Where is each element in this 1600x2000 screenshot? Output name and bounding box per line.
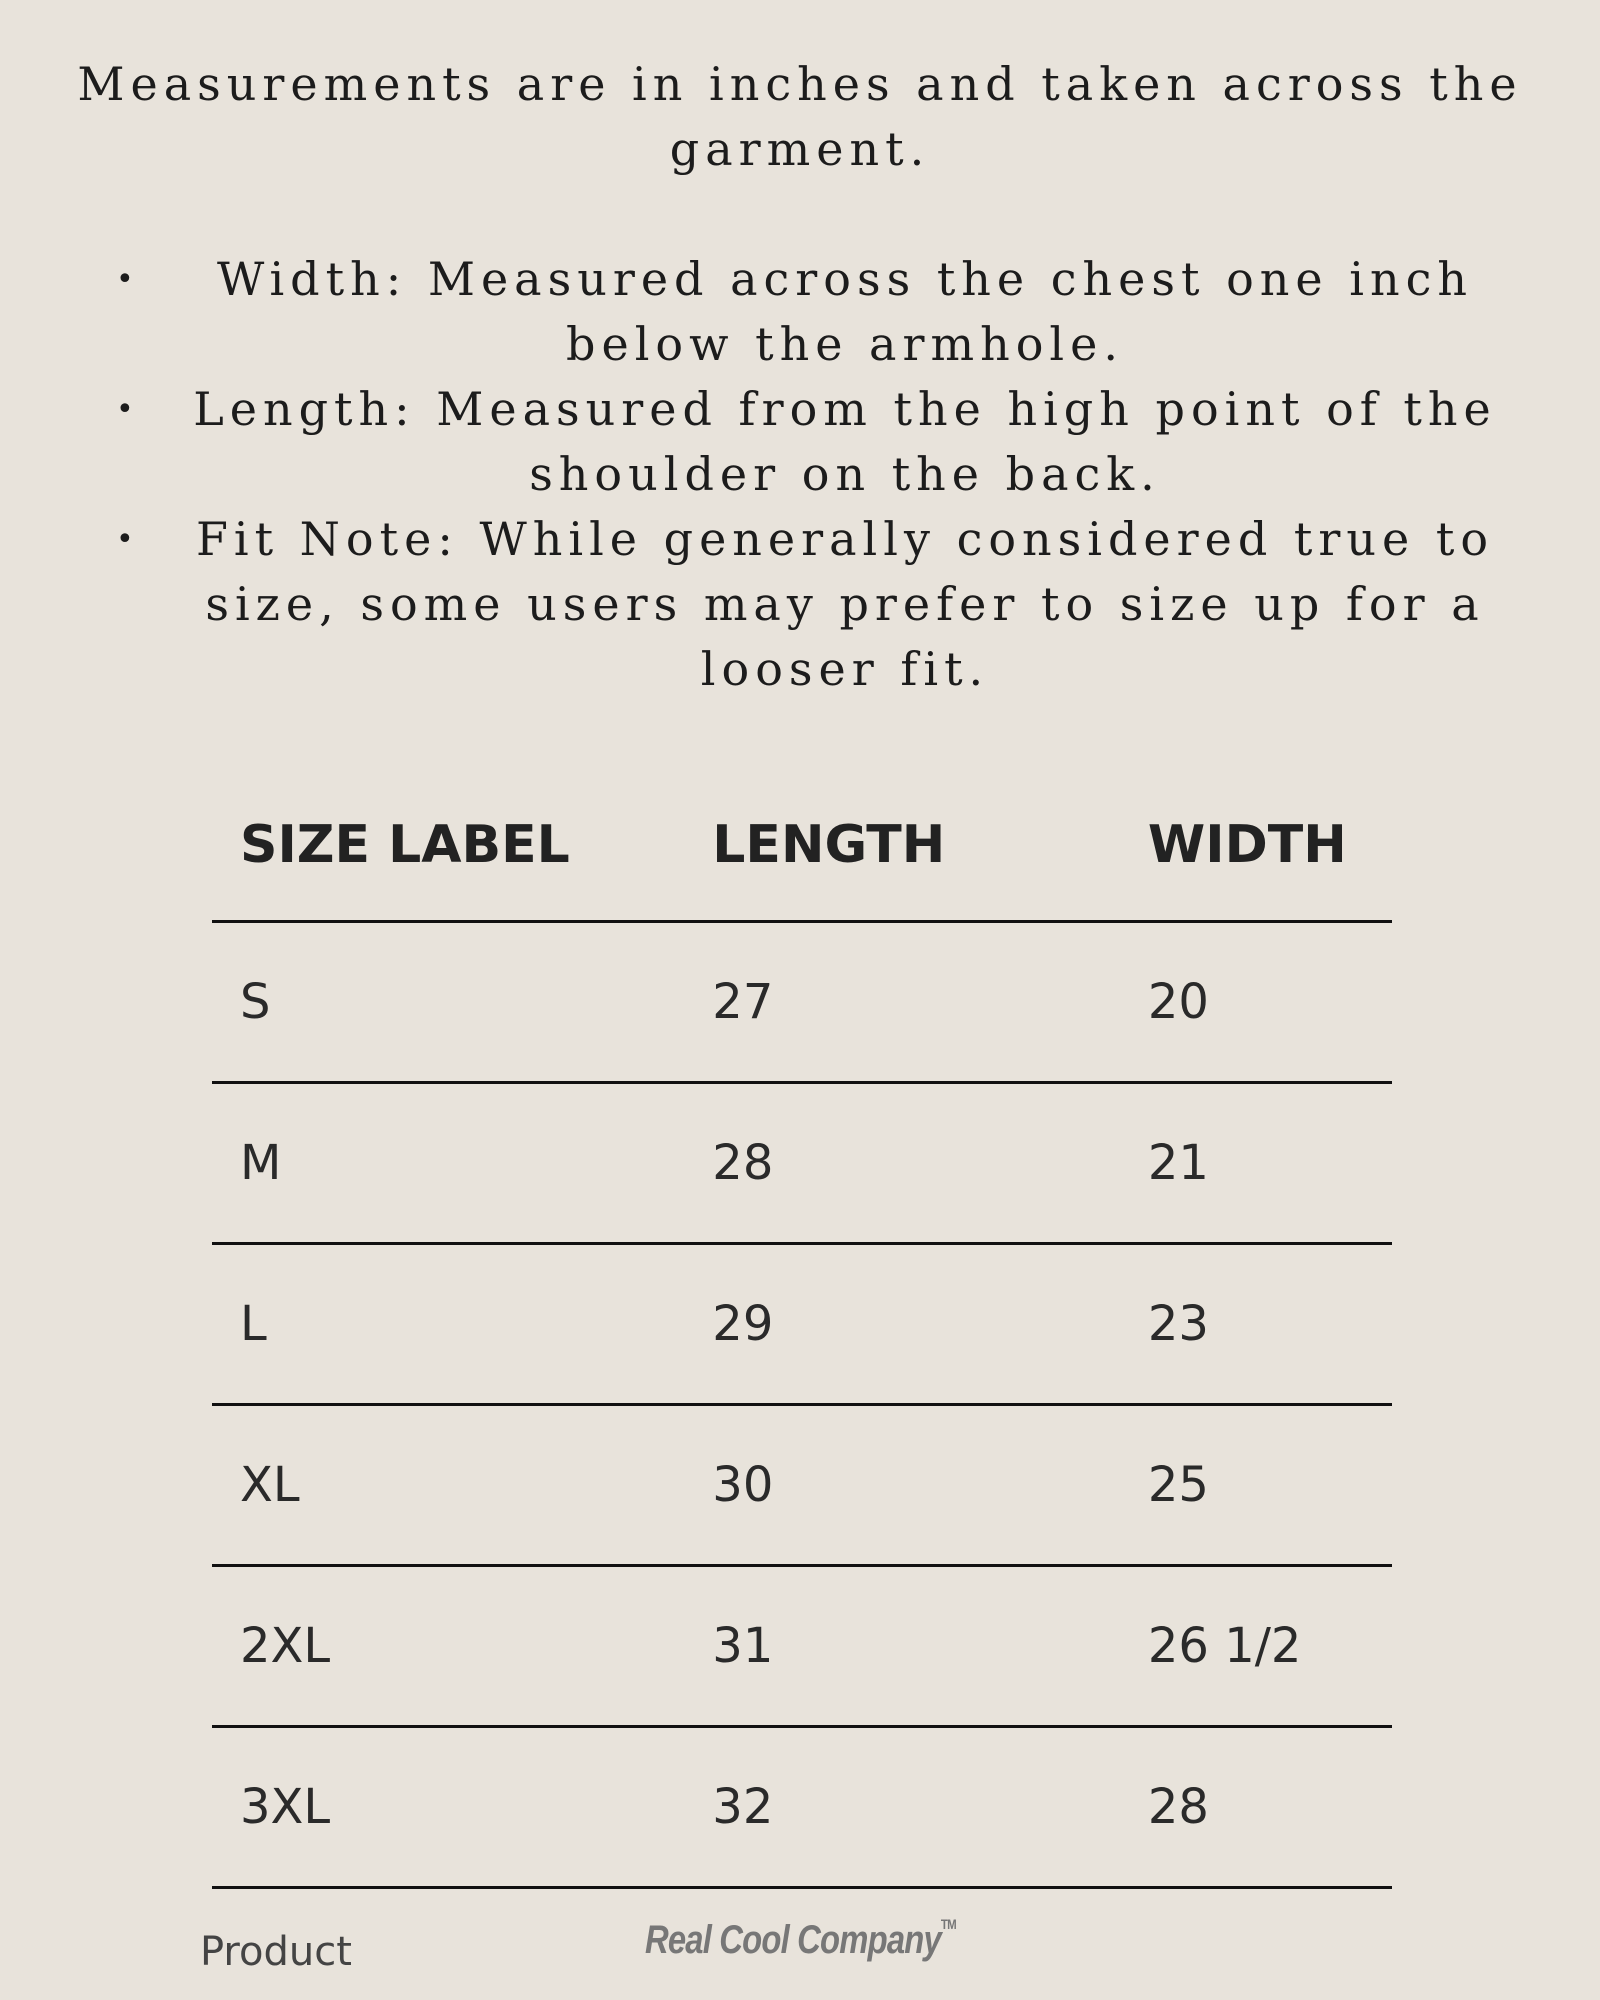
measurement-intro: Measurements are in inches and taken across the garment. [77, 57, 1523, 176]
table-row [212, 1566, 1392, 1727]
cell-size: 2XL [212, 1566, 684, 1727]
bullet-icon: • [116, 392, 134, 427]
measurement-notes-list [110, 247, 1500, 702]
note-fit [110, 507, 1500, 702]
cell-length: 32 [684, 1727, 1120, 1888]
table-row [212, 1083, 1392, 1244]
cell-size: XL [212, 1405, 684, 1566]
header-size-label: SIZE LABEL [212, 770, 684, 922]
cell-length: 30 [684, 1405, 1120, 1566]
size-chart-table [212, 770, 1392, 1889]
cell-length: 28 [684, 1083, 1120, 1244]
note-width-text: Width: Measured across the chest one inch below the armhole. [216, 252, 1473, 371]
header-length: LENGTH [684, 770, 1120, 922]
cell-width: 26 1/2 [1120, 1566, 1392, 1727]
bullet-icon: • [116, 262, 134, 297]
cell-width: 25 [1120, 1405, 1392, 1566]
cell-size: 3XL [212, 1727, 684, 1888]
cell-size: L [212, 1244, 684, 1405]
cell-width: 21 [1120, 1083, 1392, 1244]
note-fit-text: Fit Note: While generally considered true to size, some users may prefer to size up for a looser fit. [195, 512, 1495, 696]
note-length-text: Length: Measured from the high point of the shoulder on the back. [193, 382, 1497, 501]
cell-width: 28 [1120, 1727, 1392, 1888]
cropped-footer-text: Product [200, 1929, 352, 1975]
cell-length: 29 [684, 1244, 1120, 1405]
table-row [212, 1244, 1392, 1405]
trademark-mark: TM [940, 1916, 956, 1932]
header-width: WIDTH [1120, 770, 1392, 922]
cell-size: M [212, 1083, 684, 1244]
cell-length: 27 [684, 922, 1120, 1083]
table-header-row [212, 770, 1392, 922]
note-length [110, 377, 1500, 507]
table-row [212, 1405, 1392, 1566]
table-row [212, 922, 1392, 1083]
cell-length: 31 [684, 1566, 1120, 1727]
bullet-icon: • [116, 522, 134, 557]
brand-name: Real Cool Company [645, 1918, 941, 1962]
cell-width: 20 [1120, 922, 1392, 1083]
cell-size: S [212, 922, 684, 1083]
brand-logo [645, 1918, 956, 1963]
table-row [212, 1727, 1392, 1888]
note-width [110, 247, 1500, 377]
cell-width: 23 [1120, 1244, 1392, 1405]
